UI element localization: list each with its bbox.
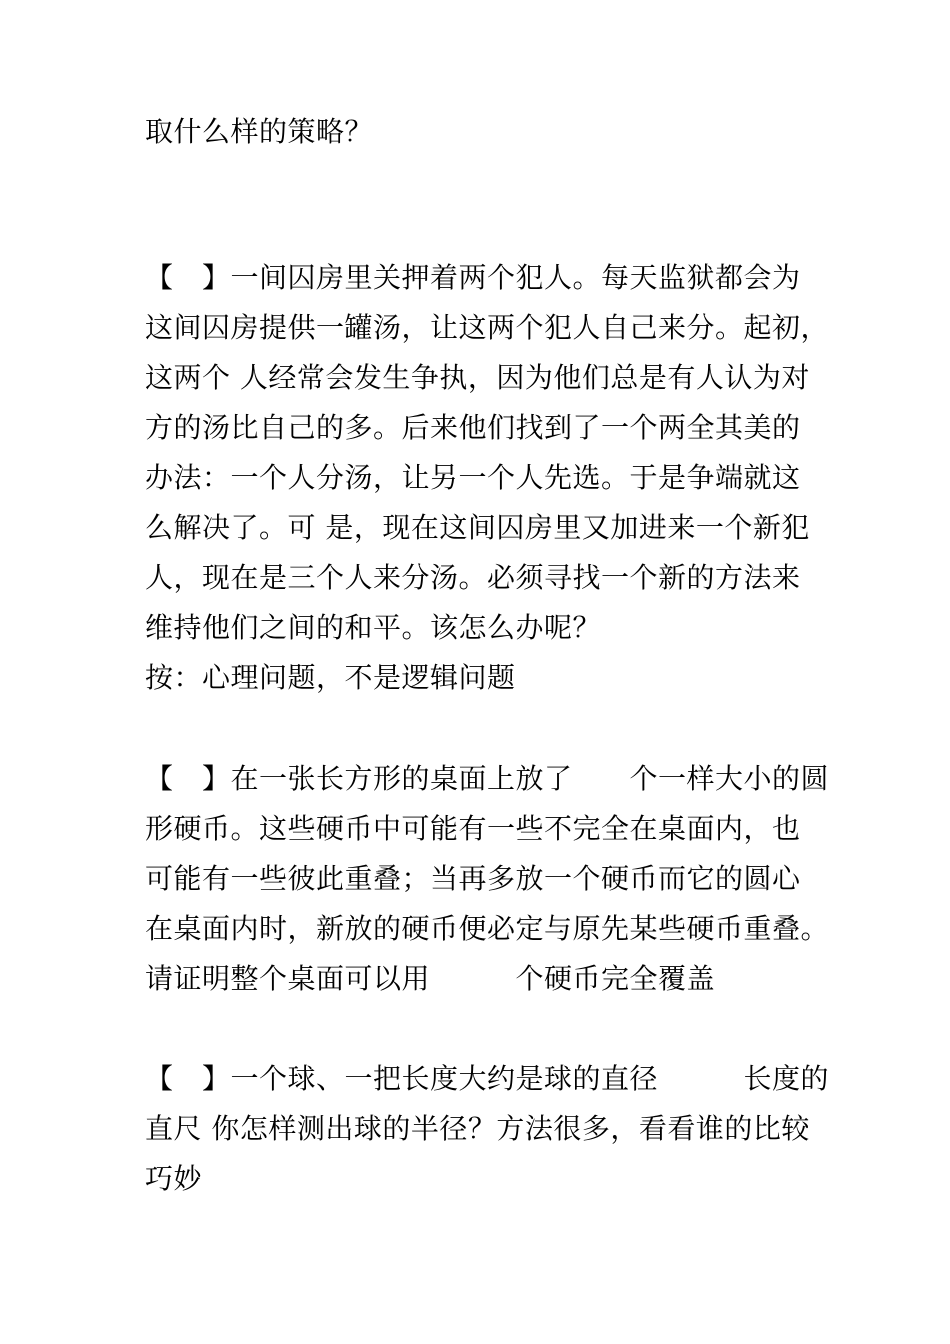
problem-coins-line: 请证明整个桌面可以用 个硬币完全覆盖 [145, 962, 716, 995]
intro-line: 取什么样的策略？ [145, 115, 374, 148]
problem-soup-line: 办法：一个人分汤，让另一个人先选。于是争端就这 [145, 461, 801, 494]
problem-soup-line: 人，现在是三个人来分汤。必须寻找一个新的方法来 [145, 561, 801, 594]
problem-ball-line: 巧妙 [145, 1162, 203, 1195]
problem-coins-line: 【 】在一张长方形的桌面上放了 个一样大小的圆 [145, 762, 830, 795]
problem-coins-line: 形硬币。这些硬币中可能有一些不完全在桌面内，也 [145, 812, 801, 845]
problem-ball-line: 直尺 你怎样测出球的半径？方法很多，看看谁的比较 [145, 1112, 810, 1145]
problem-coins-line: 在桌面内时，新放的硬币便必定与原先某些硬币重叠。 [145, 912, 830, 945]
problem-soup-note: 按：心理问题，不是逻辑问题 [145, 661, 516, 694]
problem-soup-line: 这间囚房提供一罐汤，让这两个犯人自己来分。起初， [145, 311, 830, 344]
problem-ball-line: 【 】一个球、一把长度大约是球的直径 长度的 [145, 1062, 830, 1095]
problem-soup-line: 方的汤比自己的多。后来他们找到了一个两全其美的 [145, 411, 801, 444]
problem-soup-line: 【 】一间囚房里关押着两个犯人。每天监狱都会为 [145, 261, 801, 294]
problem-soup-line: 这两个 人经常会发生争执，因为他们总是有人认为对 [145, 361, 810, 394]
problem-soup-line: 么解决了。可 是，现在这间囚房里又加进来一个新犯 [145, 511, 810, 544]
problem-coins-line: 可能有一些彼此重叠；当再多放一个硬币而它的圆心 [145, 862, 801, 895]
problem-soup-line: 维持他们之间的和平。该怎么办呢？ [145, 611, 602, 644]
